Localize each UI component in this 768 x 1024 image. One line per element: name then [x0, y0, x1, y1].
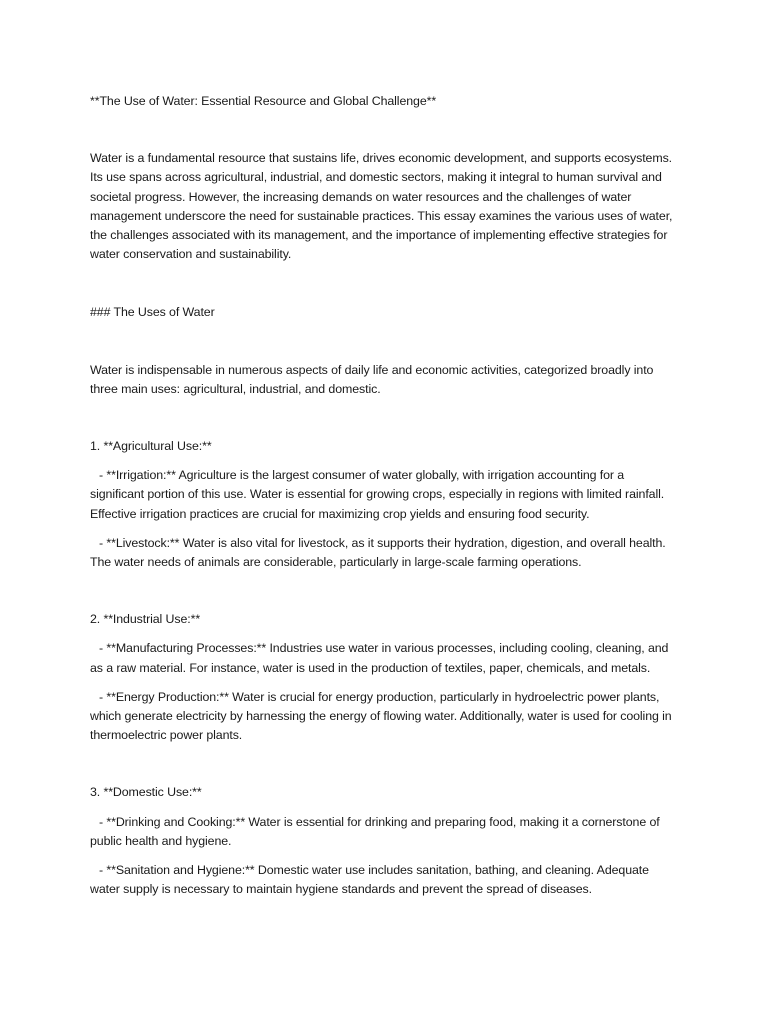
- section-intro-paragraph: Water is indispensable in numerous aspects of daily life and economic activities, categorized broadly into three main uses: agricultural, industrial, and domestic.: [90, 362, 654, 396]
- list-item: - **Sanitation and Hygiene:** Domestic water use includes sanitation, bathing, and cleaning. Adequate water supply is necessary to maintain hygiene standards and prevent the spread of diseases.: [90, 863, 649, 897]
- list-heading: 2. **Industrial Use:**: [90, 612, 201, 627]
- document-body: [90, 92, 680, 909]
- list-item: - **Drinking and Cooking:** Water is essential for drinking and preparing food, making it a cornerstone of public health and hygiene.: [90, 814, 660, 848]
- intro-paragraph: Water is a fundamental resource that sustains life, drives economic development, and supports ecosystems. Its use spans across agricultural, industrial, and domestic sectors, making it integral to human survival and societal progress. However, the increasing demands on water resources and the challenges of water management underscore the need for sustainable practices. This essay examines the various uses of water, the challenges associated with its management, and the importance of implementing effective strategies for water conservation and sustainability.: [90, 151, 673, 262]
- list-item: - **Energy Production:** Water is crucial for energy production, particularly in hydroelectric power plants, which generate electricity by harnessing the energy of flowing water. Additionally, water is used for cooling in thermoelectric power plants.: [90, 689, 672, 743]
- document-title: **The Use of Water: Essential Resource and Global Challenge**: [90, 94, 437, 108]
- list-industrial: [90, 610, 680, 745]
- section-heading: ### The Uses of Water: [90, 305, 215, 320]
- list-item: - **Livestock:** Water is also vital for livestock, as it supports their hydration, digestion, and overall health. The water needs of animals are considerable, particularly in large-scale farming operations.: [90, 535, 666, 570]
- list-item: - **Irrigation:** Agriculture is the largest consumer of water globally, with irrigation accounting for a significant portion of this use. Water is essential for growing crops, especially in regions with limited rainfall. Effective irrigation practices are crucial for maximizing crop yields and ensuring food security.: [90, 468, 665, 521]
- list-heading: 3. **Domestic Use:**: [90, 785, 202, 800]
- list-item: - **Manufacturing Processes:** Industries use water in various processes, including cooling, cleaning, and as a raw material. For instance, water is used in the production of textiles, paper, chemicals, and metals.: [90, 641, 669, 675]
- list-heading: 1. **Agricultural Use:**: [90, 439, 212, 454]
- list-domestic: [90, 783, 680, 899]
- list-agricultural: [90, 437, 680, 572]
